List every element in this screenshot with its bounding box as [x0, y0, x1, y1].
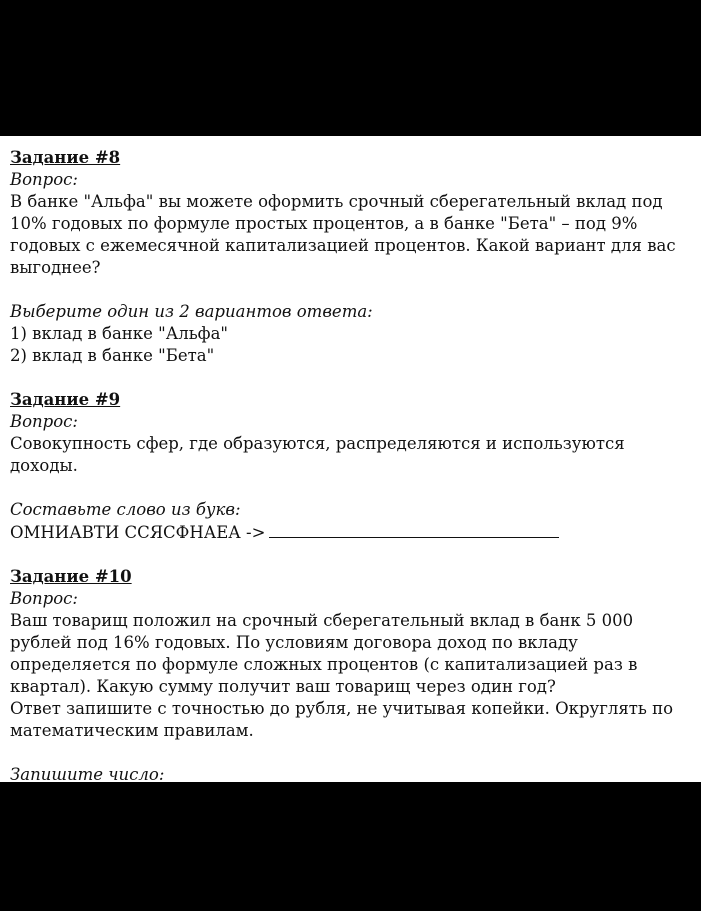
document-page	[0, 136, 701, 782]
task-9-question-text: Совокупность сфер, где образуются, распределяются и используются доходы.	[10, 434, 625, 475]
task-8-option-1[interactable]: 1) вклад в банке "Альфа"	[10, 324, 229, 343]
task-9-answer-field[interactable]	[269, 521, 559, 538]
task-8-option-2[interactable]: 2) вклад в банке "Бета"	[10, 346, 215, 365]
task-9-instruction: Составьте слово из букв:	[10, 500, 241, 519]
task-8-title: Задание #8	[10, 148, 121, 167]
task-10-note: Ответ запишите с точностью до рубля, не учитывая копейки. Округлять по математическим правилам.	[10, 699, 674, 740]
task-8-question-text: В банке "Альфа" вы можете оформить срочный сберегательный вклад под 10% годовых по формуле простых процентов, а в банке "Бета" – под 9% годовых с ежемесячной капитализацией процентов. Какой вариант для вас выгоднее?	[10, 192, 676, 277]
task-8-instruction: Выберите один из 2 вариантов ответа:	[10, 302, 373, 321]
task-10-question-text: Ваш товарищ положил на срочный сберегательный вклад в банк 5 000 рублей под 16% годовых. По условиям договора доход по вкладу определяется по формуле сложных процентов (с капитализацией раз в квартал). Какую сумму получит ваш товарищ через один год?	[10, 611, 638, 696]
task-9-letters-row	[10, 521, 691, 544]
task-10-title: Задание #10	[10, 567, 132, 586]
task-9	[10, 389, 691, 544]
task-9-question-label: Вопрос:	[10, 412, 78, 431]
task-9-title: Задание #9	[10, 390, 121, 409]
task-10-question-label: Вопрос:	[10, 589, 78, 608]
task-10-instruction: Запишите число:	[10, 765, 165, 782]
task-8	[10, 147, 691, 367]
task-10	[10, 566, 691, 782]
task-9-letters: ОМНИАВТИ ССЯСФНАЕА ->	[10, 523, 266, 542]
task-8-question-label: Вопрос:	[10, 170, 78, 189]
